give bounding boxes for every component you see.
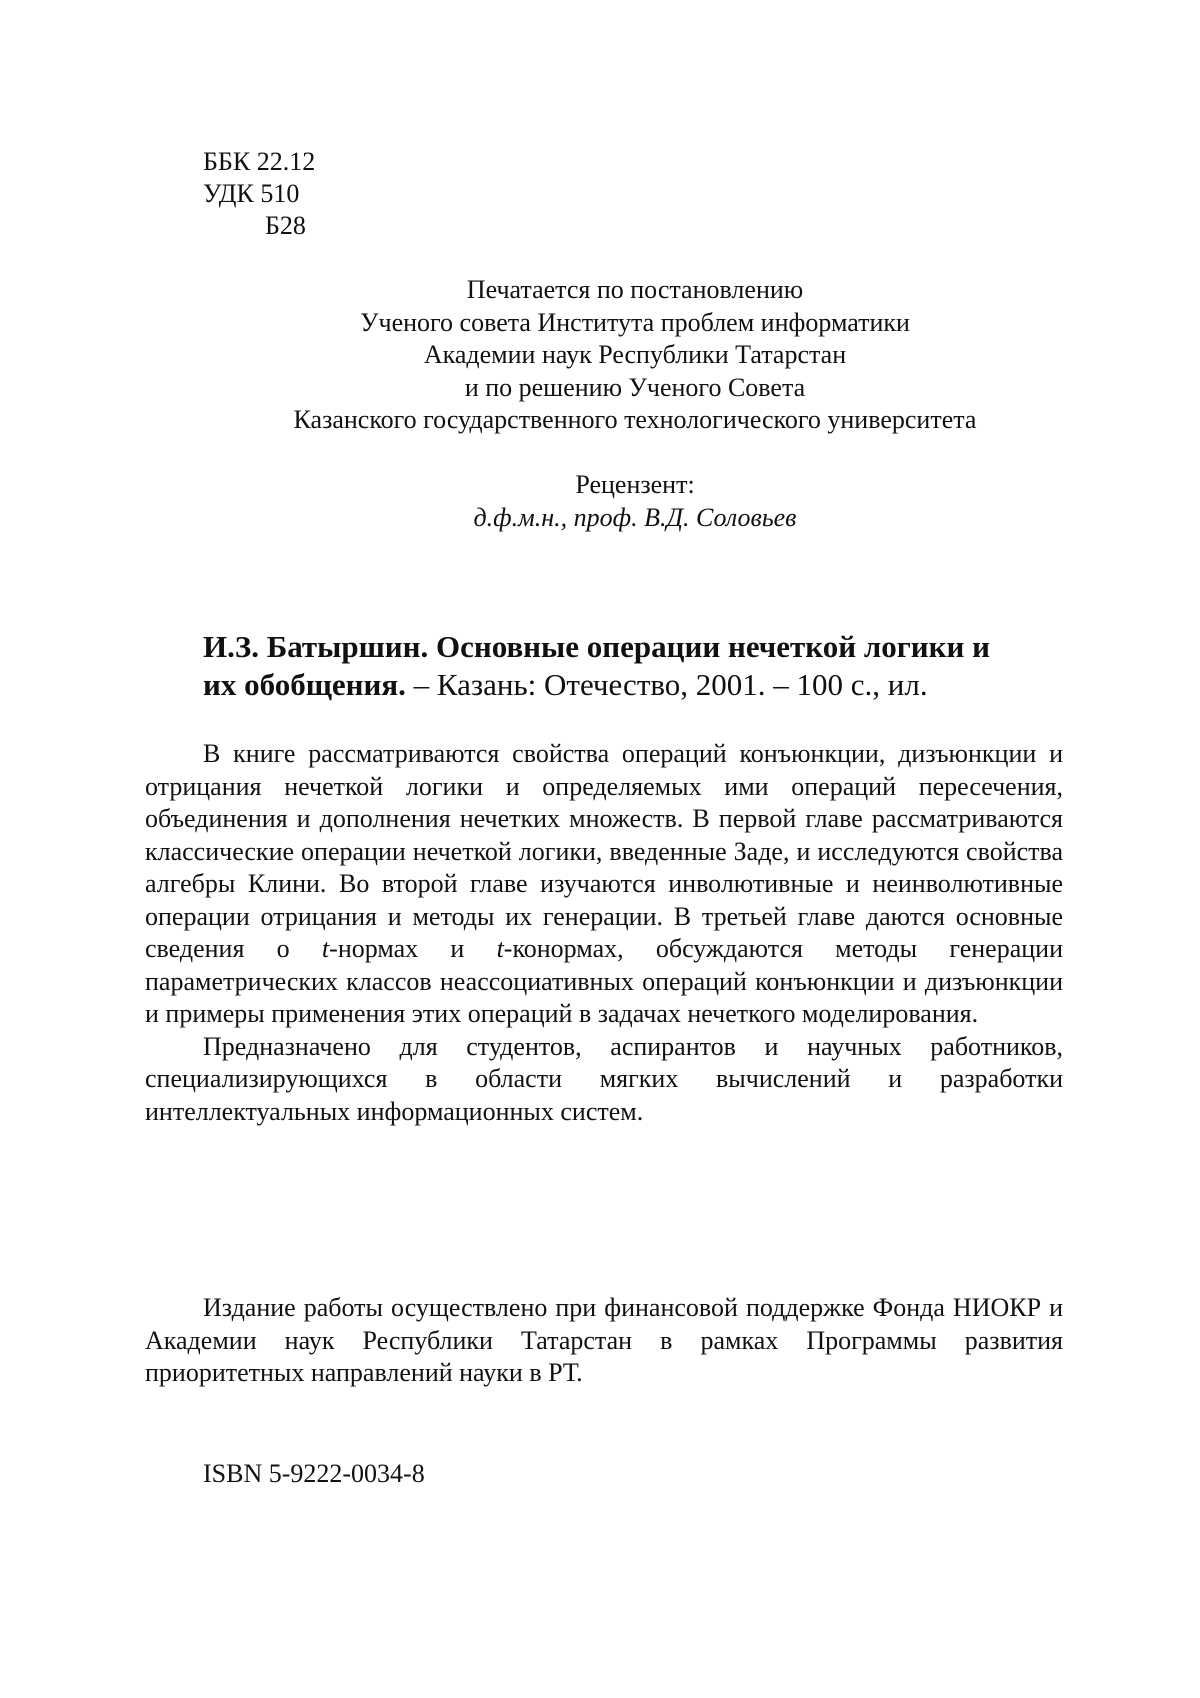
bbk-code: ББК 22.12 [203,147,316,176]
imprint-line-5: Казанского государственного технологического университета [293,405,977,434]
t-italic-2: t [496,934,504,963]
funding-note [145,1292,1063,1390]
annotation-text-part-2: -нормах и [329,934,497,963]
annotation-text-part-3: -конормах, обсуждаются методы генерации параметрических классов неассоциативных операций конъюнкции и дизъюнкции и примеры применения этих операций в задачах нечеткого моделирования. [145,934,1063,1028]
book-title-line-1: И.З. Батыршин. Основные операции нечеткой логики и [203,629,991,664]
author-mark: Б28 [265,211,306,240]
annotation-paragraph-1 [145,738,1063,1031]
udk-code: УДК 510 [203,179,300,208]
imprint-line-4: и по решению Ученого Совета [464,372,806,402]
isbn: ISBN 5-9222-0034-8 [203,1459,425,1488]
bibliographic-entry [203,628,1103,704]
imprint-line-2: Ученого совета Института проблем информатики [360,307,910,337]
annotation-paragraph-2: Предназначено для студентов, аспирантов и научных работников, специализирующихся в области мягких вычислений и разработки интеллектуальных информационных систем. [145,1031,1063,1126]
classification-codes [203,146,315,242]
funding-paragraph: Издание работы осуществлено при финансовой поддержке Фонда НИОКР и Академии наук Республики Татарстан в рамках Программы развития приоритетных направлений науки в РТ. [145,1293,1063,1387]
imprint-statement [130,274,1140,437]
reviewer-name: д.ф.м.н., проф. В.Д. Соловьев [473,503,797,532]
book-title-line-2: их обобщения. [203,667,406,702]
annotation [145,738,1063,1128]
annotation-text-part-1: В книге рассматриваются свойства операций конъюнкции, дизъюнкции и отрицания нечеткой логики и определяемых ими операций пересечения, объединения и дополнения нечетких множеств. В первой главе рассматриваются классические операции нечеткой логики, введенные Заде, и исследуются свойства алгебры Клини. Во второй главе изучаются инволютивные и неинволютивные операции отрицания и методы их генерации. В третьей главе даются основные сведения о [145,739,1063,963]
imprint-line-3: Академии наук Республики Татарстан [423,340,847,369]
reviewer-label: Рецензент: [575,470,695,499]
reviewer-block [130,468,1140,534]
publication-info: – Казань: Отечество, 2001. – 100 с., ил. [405,667,928,702]
imprint-line-1: Печатается по постановлению [466,275,804,304]
t-italic-1: t [321,934,330,963]
